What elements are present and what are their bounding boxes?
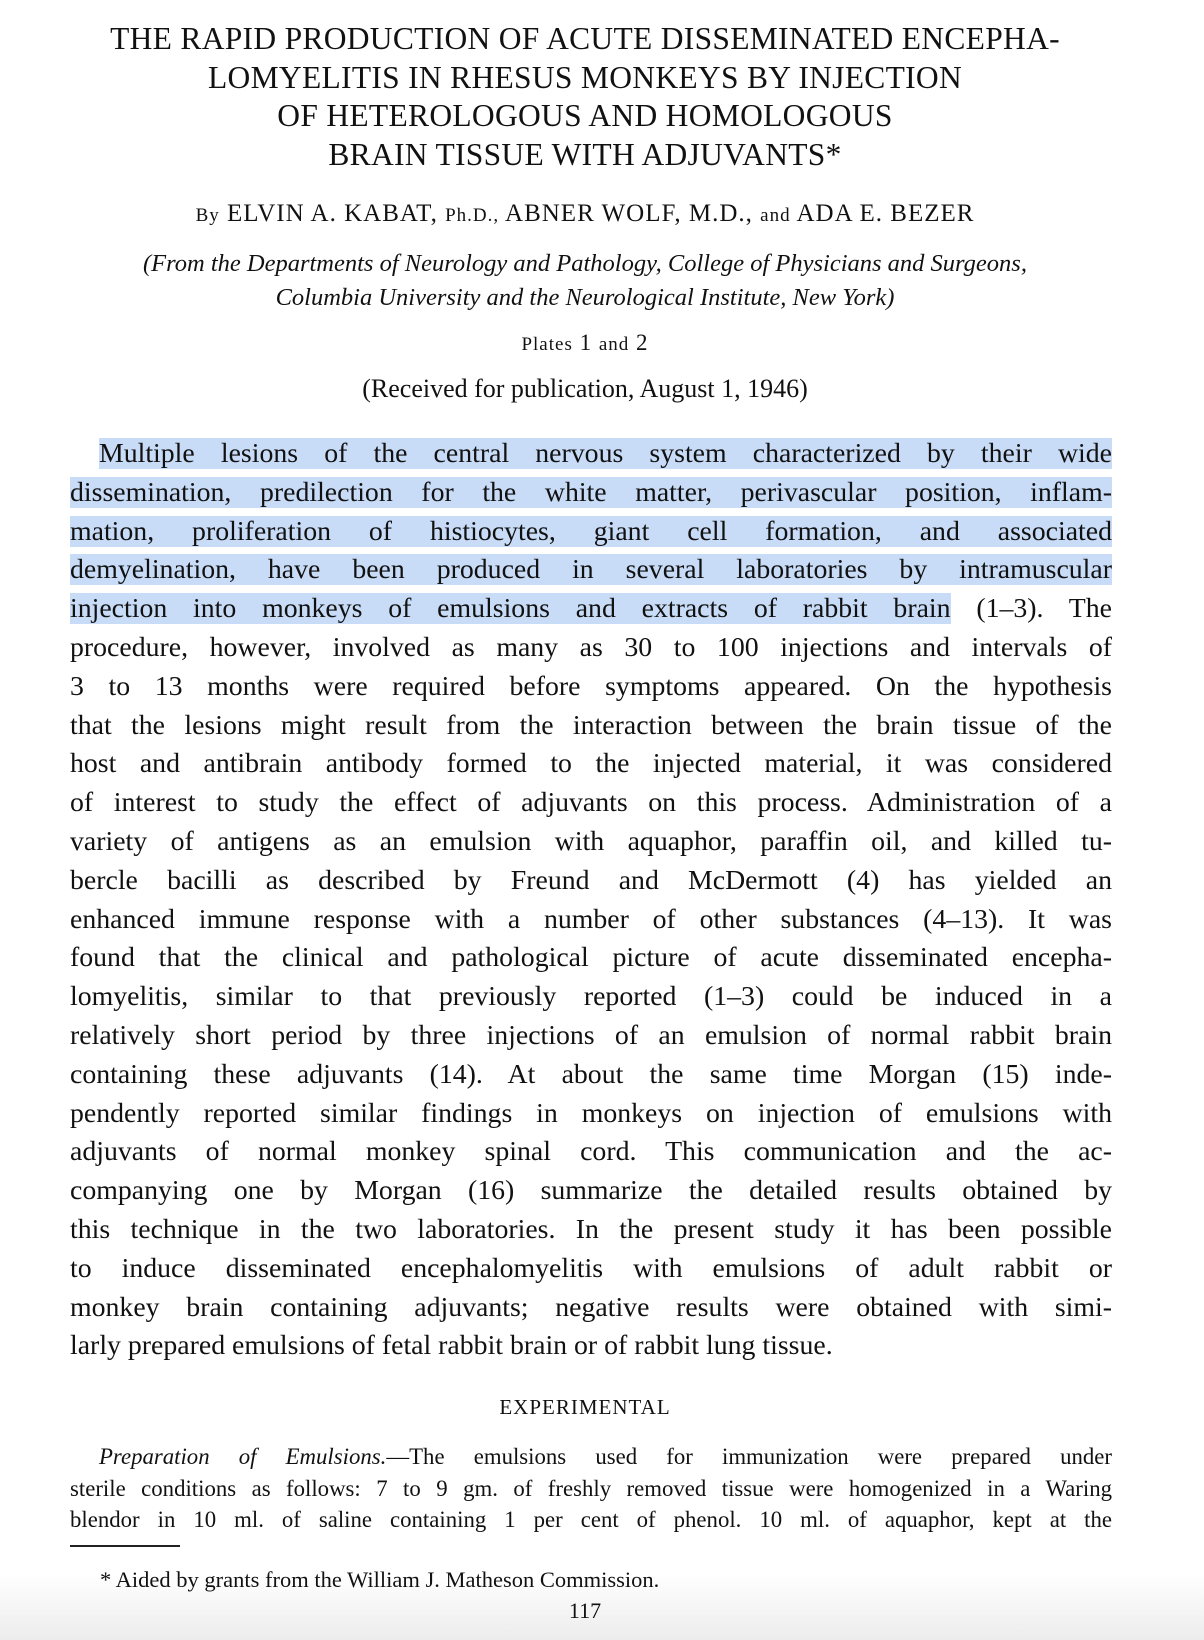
author-wolf: ABNER WOLF, M.D., <box>505 200 753 227</box>
text-line: larly prepared emulsions of fetal rabbit brain or of rabbit lung tissue. <box>70 1330 833 1362</box>
text-line: blendor in 10 ml. of saline containing 1 per cent of phenol. 10 ml. of aquaphor, kept at the <box>70 1507 1112 1532</box>
plates-and: and <box>598 334 630 355</box>
introduction-paragraph <box>70 435 1112 1366</box>
footnote-rule <box>70 1545 180 1547</box>
text-line: to induce disseminated encephalomyelitis with emulsions of adult rabbit or <box>70 1252 1112 1284</box>
text-line: host and antibrain antibody formed to the injected material, it was considered <box>70 748 1112 780</box>
highlighted-text[interactable]: dissemination, predilection for the white matter, perivascular position, inflam- <box>70 476 1112 508</box>
text-line: enhanced immune response with a number of other substances (4–13). It was <box>70 903 1112 935</box>
page-number: 117 <box>568 1598 602 1623</box>
plates-word: Plates <box>521 334 573 355</box>
text-line: companying one by Morgan (16) summarize the detailed results obtained by <box>70 1175 1112 1207</box>
author-bezer: ADA E. BEZER <box>796 200 975 227</box>
text-line: of interest to study the effect of adjuvants on this process. Administration of a <box>70 787 1112 819</box>
highlighted-text[interactable]: Multiple lesions of the central nervous system characterized by their wide <box>99 438 1112 469</box>
highlighted-text[interactable]: demyelination, have been produced in several laboratories by intramuscular <box>70 554 1112 586</box>
text-line: found that the clinical and pathological picture of acute disseminated encepha- <box>70 942 1112 974</box>
text-line: this technique in the two laboratories. In the present study it has been possible <box>70 1213 1112 1245</box>
text-line <box>70 513 1112 552</box>
title-line: THE RAPID PRODUCTION OF ACUTE DISSEMINATED ENCEPHA- <box>110 21 1060 56</box>
text-line <box>70 474 1112 513</box>
preparation-paragraph <box>70 1441 1112 1536</box>
text-line: relatively short period by three injections of an emulsion of normal rabbit brain <box>70 1019 1112 1051</box>
run-in-heading: Preparation of Emulsions. <box>99 1444 387 1469</box>
text-line: adjuvants of normal monkey spinal cord. This communication and the ac- <box>70 1136 1112 1168</box>
plate-number: 1 <box>579 330 593 355</box>
and-word: and <box>760 205 791 226</box>
title-line: LOMYELITIS IN RHESUS MONKEYS BY INJECTION <box>208 59 962 95</box>
affiliation <box>40 247 1130 315</box>
title-line: BRAIN TISSUE WITH ADJUVANTS* <box>328 136 842 172</box>
footnote: * Aided by grants from the William J. Matheson Commission. <box>100 1567 660 1592</box>
text-line <box>70 435 1112 474</box>
text-line: sterile conditions as follows: 7 to 9 gm. of freshly removed tissue were homogenized in a Waring <box>70 1475 1112 1501</box>
text-line: lomyelitis, similar to that previously reported (1–3) could be induced in a <box>70 981 1112 1013</box>
affiliation-line: Columbia University and the Neurological Institute, New York) <box>275 284 895 311</box>
text-line <box>70 1441 1112 1473</box>
author-kabat: ELVIN A. KABAT, <box>227 200 438 227</box>
received-date: (Received for publication, August 1, 1946) <box>362 374 808 403</box>
text-line: variety of antigens as an emulsion with aquaphor, paraffin oil, and killed tu- <box>70 825 1112 857</box>
author-line <box>40 199 1130 231</box>
highlighted-text[interactable]: mation, proliferation of histiocytes, giant cell formation, and associated <box>70 515 1112 547</box>
text-line <box>70 590 1112 629</box>
highlighted-text[interactable]: injection into monkeys of emulsions and extracts of rabbit brain <box>70 593 951 625</box>
author-kabat-degree: Ph.D., <box>445 205 500 226</box>
text-segment: —The emulsions used for immunization were prepared under <box>386 1444 1112 1469</box>
affiliation-line: (From the Departments of Neurology and Pathology, College of Physicians and Surgeons, <box>143 250 1027 277</box>
text-line: bercle bacilli as described by Freund and McDermott (4) has yielded an <box>70 864 1112 896</box>
section-heading: EXPERIMENTAL <box>499 1395 671 1419</box>
text-segment: (1–3). The <box>950 593 1112 625</box>
text-line: monkey brain containing adjuvants; negative results were obtained with simi- <box>70 1291 1112 1323</box>
text-line: that the lesions might result from the interaction between the brain tissue of the <box>70 709 1112 741</box>
text-line: containing these adjuvants (14). At about the same time Morgan (15) inde- <box>70 1058 1112 1090</box>
text-line: procedure, however, involved as many as 30 to 100 injections and intervals of <box>70 631 1112 663</box>
article-title <box>40 20 1130 174</box>
text-line <box>70 551 1112 590</box>
plates-note <box>40 330 1130 356</box>
title-line: OF HETEROLOGOUS AND HOMOLOGOUS <box>277 98 893 133</box>
text-line: pendently reported similar findings in monkeys on injection of emulsions with <box>70 1097 1112 1129</box>
text-line: 3 to 13 months were required before symptoms appeared. On the hypothesis <box>70 670 1112 702</box>
plate-number: 2 <box>636 330 649 355</box>
by-word: By <box>195 205 220 226</box>
